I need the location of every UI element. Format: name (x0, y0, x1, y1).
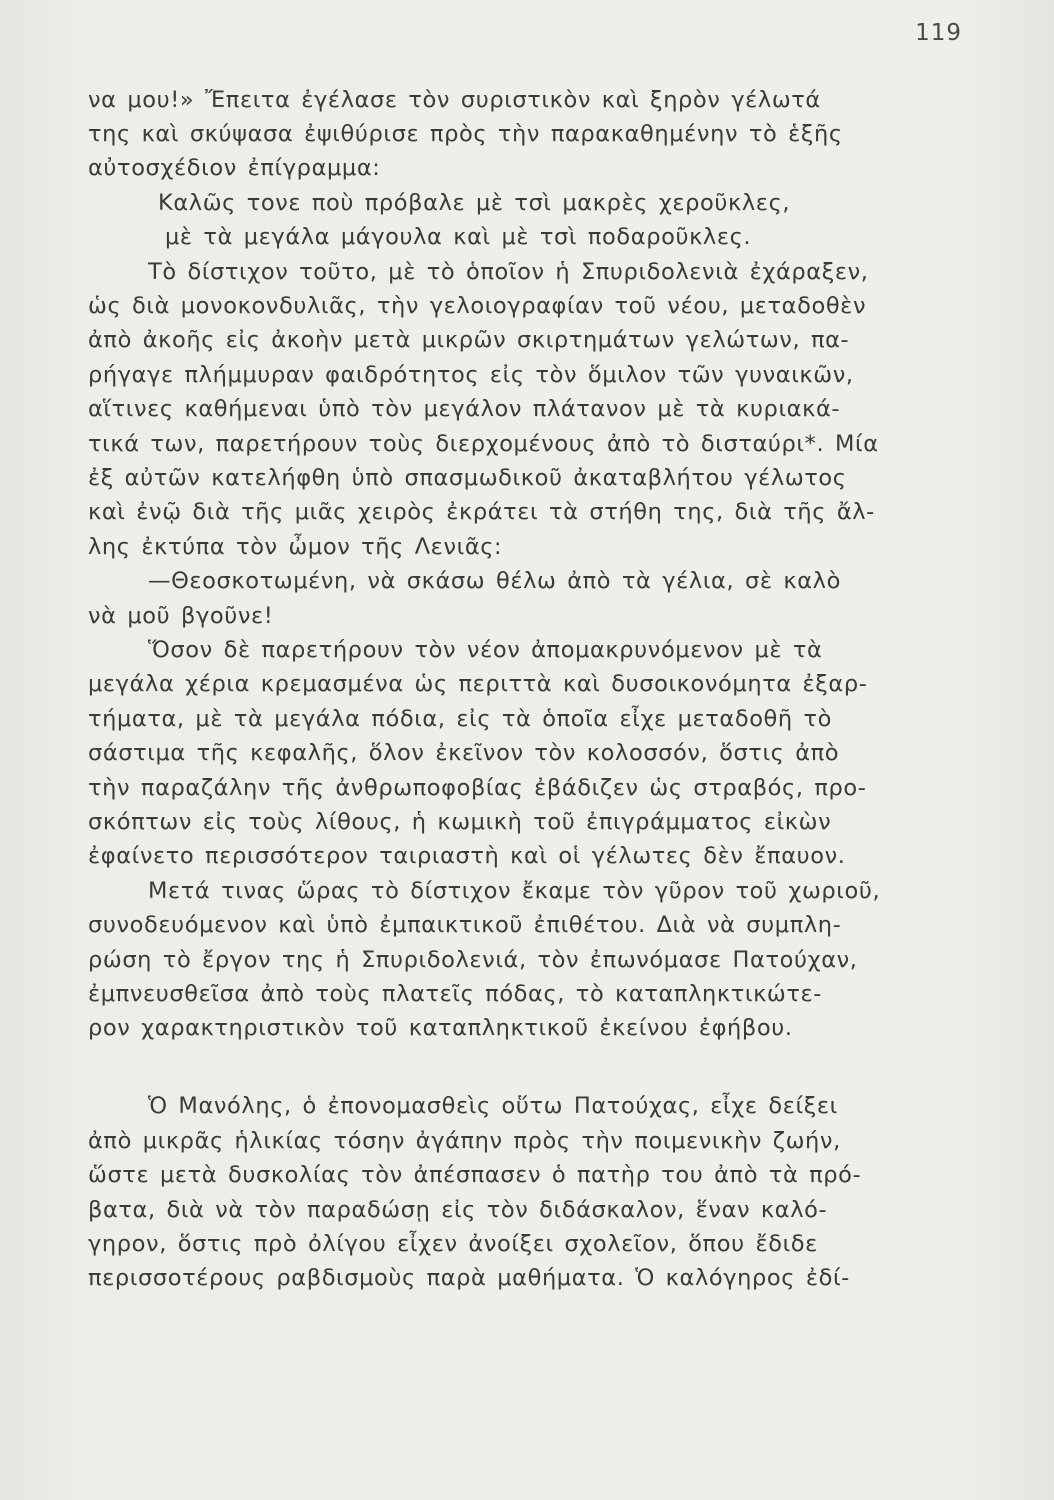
text-line: περισσοτέρους ραβδισμοὺς παρὰ μαθήματα. Ὁ καλόγηρος ἐδί- (88, 1265, 850, 1291)
text-line: ὥστε μετὰ δυσκολίας τὸν ἀπέσπασεν ὁ πατὴρ του ἀπὸ τὰ πρό- (88, 1162, 862, 1188)
page-number: 119 (915, 20, 962, 46)
text-line: τικά των, παρετήρουν τοὺς διερχομένους ἀπὸ τὸ δισταύρι*. Μία (88, 431, 879, 457)
text-line: της καὶ σκύψασα ἐψιθύρισε πρὸς τὴν παρακαθημένην τὸ ἑξῆς (88, 121, 843, 147)
text-line: Τὸ δίστιχον τοῦτο, μὲ τὸ ὁποῖον ἡ Σπυριδολενιὰ ἐχάραξεν, (148, 259, 869, 285)
text-line: ἐξ αὐτῶν κατελήφθη ὑπὸ σπασμωδικοῦ ἀκαταβλήτου γέλωτος (88, 465, 847, 491)
text-line: ἐφαίνετο περισσότερον ταιριαστὴ καὶ οἱ γέλωτες δὲν ἔπαυον. (88, 843, 846, 869)
text-line: να μου!» Ἔπειτα ἐγέλασε τὸν συριστικὸν καὶ ξηρὸν γέλωτά (88, 87, 821, 113)
text-line: ρώση τὸ ἔργον της ἡ Σπυριδολενιά, τὸν ἐπωνόμασε Πατούχαν, (88, 947, 858, 973)
text-line: τὴν παραζάλην τῆς ἀνθρωποφοβίας ἐβάδιζεν ὡς στραβός, προ- (88, 775, 867, 801)
text-line: ἐμπνευσθεῖσα ἀπὸ τοὺς πλατεῖς πόδας, τὸ καταπληκτικώτε- (88, 981, 822, 1007)
text-line: καὶ ἐνῷ διὰ τῆς μιᾶς χειρὸς ἐκράτει τὰ στήθη της, διὰ τῆς ἄλ- (88, 499, 875, 525)
text-line: μεγάλα χέρια κρεμασμένα ὡς περιττὰ καὶ δυσοικονόμητα ἐξαρ- (88, 671, 868, 697)
text-line: ἀπὸ ἀκοῆς εἰς ἀκοὴν μετὰ μικρῶν σκιρτημάτων γελώτων, πα- (88, 327, 850, 353)
text-line: Ὅσον δὲ παρετήρουν τὸν νέον ἀπομακρυνόμενον μὲ τὰ (148, 637, 823, 663)
dialogue-line: —Θεοσκοτωμένη, νὰ σκάσω θέλω ἀπὸ τὰ γέλια, σὲ καλὸ (148, 568, 841, 594)
text-line: Μετά τινας ὥρας τὸ δίστιχον ἔκαμε τὸν γῦρον τοῦ χωριοῦ, (148, 878, 881, 904)
text-line: ρον χαρακτηριστικὸν τοῦ καταπληκτικοῦ ἐκείνου ἐφήβου. (88, 1015, 793, 1041)
text-line: Ὁ Μανόλης, ὁ ἐπονομασθεὶς οὕτω Πατούχας, εἶχε δείξει (148, 1093, 838, 1119)
text-line: νὰ μοῦ βγοῦνε! (88, 603, 274, 629)
text-line: σκόπτων εἰς τοὺς λίθους, ἡ κωμικὴ τοῦ ἐπιγράμματος εἰκὼν (88, 809, 832, 835)
text-line: αἵτινες καθήμεναι ὑπὸ τὸν μεγάλον πλάτανον μὲ τὰ κυριακά- (88, 396, 841, 422)
text-line: σάστιμα τῆς κεφαλῆς, ὅλον ἐκεῖνον τὸν κολοσσόν, ὅστις ἀπὸ (88, 740, 840, 766)
text-line: βατα, διὰ νὰ τὸν παραδώσῃ εἰς τὸν διδάσκαλον, ἕναν καλό- (88, 1197, 828, 1223)
text-line: αὐτοσχέδιον ἐπίγραμμα: (88, 155, 381, 181)
text-line: συνοδευόμενον καὶ ὑπὸ ἐμπαικτικοῦ ἐπιθέτου. Διὰ νὰ συμπλη- (88, 912, 842, 938)
text-line: ὡς διὰ μονοκονδυλιᾶς, τὴν γελοιογραφίαν τοῦ νέου, μεταδοθὲν (88, 293, 867, 319)
verse-line: Καλῶς τονε ποὺ πρόβαλε μὲ τσὶ μακρὲς χεροῦκλες, (158, 190, 791, 216)
text-line: ἀπὸ μικρᾶς ἡλικίας τόσην ἀγάπην πρὸς τὴν ποιμενικὴν ζωήν, (88, 1128, 841, 1154)
text-line: τήματα, μὲ τὰ μεγάλα πόδια, εἰς τὰ ὁποῖα εἶχε μεταδοθῆ τὸ (88, 706, 833, 732)
text-line: γηρον, ὅστις πρὸ ὀλίγου εἶχεν ἀνοίξει σχολεῖον, ὅπου ἔδιδε (88, 1231, 818, 1257)
text-line: ρήγαγε πλήμμυραν φαιδρότητος εἰς τὸν ὅμιλον τῶν γυναικῶν, (88, 362, 854, 388)
verse-line: μὲ τὰ μεγάλα μάγουλα καὶ μὲ τσὶ ποδαροῦκλες. (165, 224, 752, 250)
text-line: λης ἐκτύπα τὸν ὦμον τῆς Λενιᾶς: (88, 534, 503, 560)
